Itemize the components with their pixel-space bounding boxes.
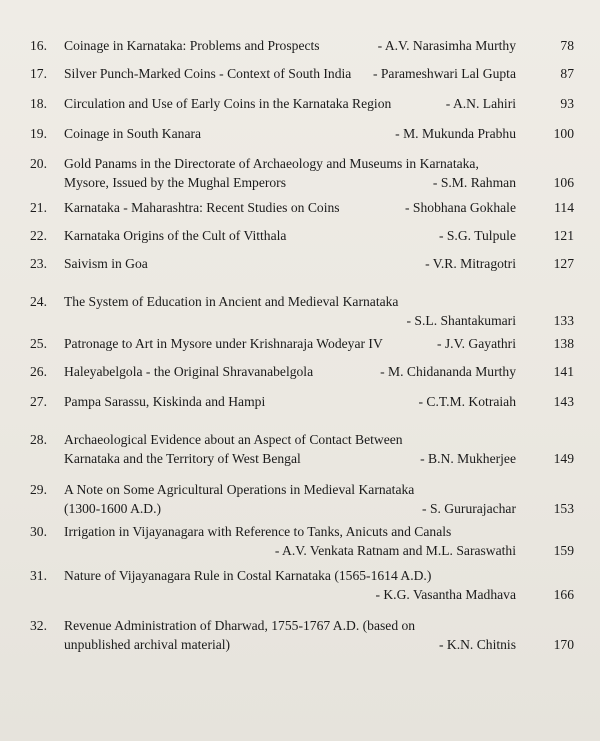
- entry-author: - A.V. Narasimha Murthy: [377, 38, 516, 53]
- toc-entry: [0, 522, 600, 560]
- entry-page-number: 93: [560, 96, 574, 111]
- entry-author: - J.V. Gayathri: [436, 336, 516, 351]
- entry-number: 29.: [30, 482, 47, 497]
- entry-title: Mysore, Issued by the Mughal Emperors: [64, 175, 286, 190]
- entry-line: [64, 226, 516, 245]
- entry-author: - M. Chidananda Murthy: [380, 364, 516, 379]
- entry-page-number: 78: [560, 38, 574, 53]
- entry-author: - S.G. Tulpule: [438, 228, 516, 243]
- entry-number: 20.: [30, 156, 47, 171]
- entry-title: A Note on Some Agricultural Operations in Medieval Karnataka: [64, 482, 415, 497]
- entry-number: 28.: [30, 432, 47, 447]
- entry-line: [64, 449, 516, 468]
- entry-title: Pampa Sarassu, Kiskinda and Hampi: [64, 394, 266, 409]
- toc-entry: [0, 480, 600, 518]
- entry-author: - A.V. Venkata Ratnam and M.L. Saraswathi: [274, 543, 516, 558]
- toc-entry: [0, 226, 600, 245]
- entry-page-number: 149: [553, 451, 574, 466]
- entry-page-number: 106: [553, 175, 574, 190]
- entry-title: Haleyabelgola - the Original Shravanabelgola: [64, 364, 314, 379]
- entry-line: [64, 173, 516, 192]
- entry-author: - A.N. Lahiri: [445, 96, 516, 111]
- entry-title: unpublished archival material): [64, 637, 231, 652]
- entry-page-number: 166: [553, 587, 574, 602]
- entry-title: The System of Education in Ancient and Medieval Karnataka: [64, 294, 399, 309]
- entry-title: Karnataka and the Territory of West Bengal: [64, 451, 301, 466]
- toc-entry: [0, 616, 600, 654]
- entry-title: Revenue Administration of Dharwad, 1755-1767 A.D. (based on: [64, 618, 416, 633]
- entry-author: - Shobhana Gokhale: [405, 200, 516, 215]
- toc-entry: [0, 362, 600, 381]
- entry-number: 24.: [30, 294, 47, 309]
- entry-line: [64, 292, 516, 311]
- entry-line: [64, 430, 516, 449]
- entry-author: - K.N. Chitnis: [438, 637, 516, 652]
- entry-title: Nature of Vijayanagara Rule in Costal Karnataka (1565-1614 A.D.): [64, 568, 432, 583]
- entry-number: 23.: [30, 256, 47, 271]
- entry-title: Karnataka - Maharashtra: Recent Studies on Coins: [64, 200, 340, 215]
- entry-page-number: 159: [553, 543, 574, 558]
- toc-entry: [0, 566, 600, 604]
- toc-entry: [0, 430, 600, 468]
- entry-author: - S. Gururajachar: [422, 501, 516, 516]
- entry-number: 27.: [30, 394, 47, 409]
- entry-line: [64, 154, 516, 173]
- entry-number: 26.: [30, 364, 47, 379]
- entry-author: - S.L. Shantakumari: [406, 313, 516, 328]
- entry-line: [64, 362, 516, 381]
- toc-entry: [0, 124, 600, 143]
- entry-number: 19.: [30, 126, 47, 141]
- entry-number: 21.: [30, 200, 47, 215]
- entry-page-number: 87: [560, 66, 574, 81]
- entry-title: Irrigation in Vijayanagara with Reference to Tanks, Anicuts and Canals: [64, 524, 452, 539]
- entry-line: [64, 124, 516, 143]
- entry-author: - B.N. Mukherjee: [420, 451, 516, 466]
- entry-line: [64, 635, 516, 654]
- entry-number: 18.: [30, 96, 47, 111]
- entry-title: Gold Panams in the Directorate of Archaeology and Museums in Karnataka,: [64, 156, 479, 171]
- entry-page-number: 138: [553, 336, 574, 351]
- entry-author: - M. Mukunda Prabhu: [395, 126, 516, 141]
- entry-line: [64, 392, 516, 411]
- entry-line: [64, 616, 516, 635]
- entry-author: - C.T.M. Kotraiah: [418, 394, 516, 409]
- entry-page-number: 127: [553, 256, 574, 271]
- toc-entry: [0, 64, 600, 83]
- entry-page-number: 121: [553, 228, 574, 243]
- entry-title: Patronage to Art in Mysore under Krishnaraja Wodeyar IV: [64, 336, 383, 351]
- entry-page-number: 170: [553, 637, 574, 652]
- entry-number: 25.: [30, 336, 47, 351]
- toc-entry: [0, 198, 600, 217]
- entry-number: 16.: [30, 38, 47, 53]
- entry-page-number: 133: [553, 313, 574, 328]
- toc-entry: [0, 154, 600, 192]
- entry-author: - K.G. Vasantha Madhava: [375, 587, 516, 602]
- entry-line: [64, 522, 516, 541]
- entry-number: 32.: [30, 618, 47, 633]
- entry-line: [64, 480, 516, 499]
- entry-page-number: 100: [553, 126, 574, 141]
- entry-title: Coinage in Karnataka: Problems and Prospects: [64, 38, 320, 53]
- entry-title: (1300-1600 A.D.): [64, 501, 162, 516]
- entry-title: Karnataka Origins of the Cult of Vitthala: [64, 228, 287, 243]
- toc-entry: [0, 292, 600, 330]
- entry-line: [64, 64, 516, 83]
- toc-entry: [0, 36, 600, 55]
- entry-title: Archaeological Evidence about an Aspect of Contact Between: [64, 432, 403, 447]
- entry-line: [64, 94, 516, 113]
- entry-number: 31.: [30, 568, 47, 583]
- entry-line: [64, 499, 516, 518]
- entry-line: [64, 541, 516, 560]
- entry-line: [64, 311, 516, 330]
- entry-author: - V.R. Mitragotri: [425, 256, 516, 271]
- toc-entry: [0, 392, 600, 411]
- entry-page-number: 114: [554, 200, 574, 215]
- entry-number: 17.: [30, 66, 47, 81]
- entry-title: Saivism in Goa: [64, 256, 148, 271]
- entry-title: Coinage in South Kanara: [64, 126, 202, 141]
- entry-line: [64, 334, 516, 353]
- entry-line: [64, 585, 516, 604]
- entry-title: Silver Punch-Marked Coins - Context of South India: [64, 66, 352, 81]
- entry-author: - Parameshwari Lal Gupta: [372, 66, 516, 81]
- entry-page-number: 153: [553, 501, 574, 516]
- entry-number: 22.: [30, 228, 47, 243]
- entry-author: - S.M. Rahman: [432, 175, 516, 190]
- entry-line: [64, 198, 516, 217]
- entry-line: [64, 566, 516, 585]
- toc-entry: [0, 94, 600, 113]
- entry-number: 30.: [30, 524, 47, 539]
- entry-page-number: 143: [553, 394, 574, 409]
- toc-entry: [0, 334, 600, 353]
- toc-entry: [0, 254, 600, 273]
- entry-line: [64, 36, 516, 55]
- entry-title: Circulation and Use of Early Coins in the Karnataka Region: [64, 96, 392, 111]
- entry-line: [64, 254, 516, 273]
- entry-page-number: 141: [553, 364, 574, 379]
